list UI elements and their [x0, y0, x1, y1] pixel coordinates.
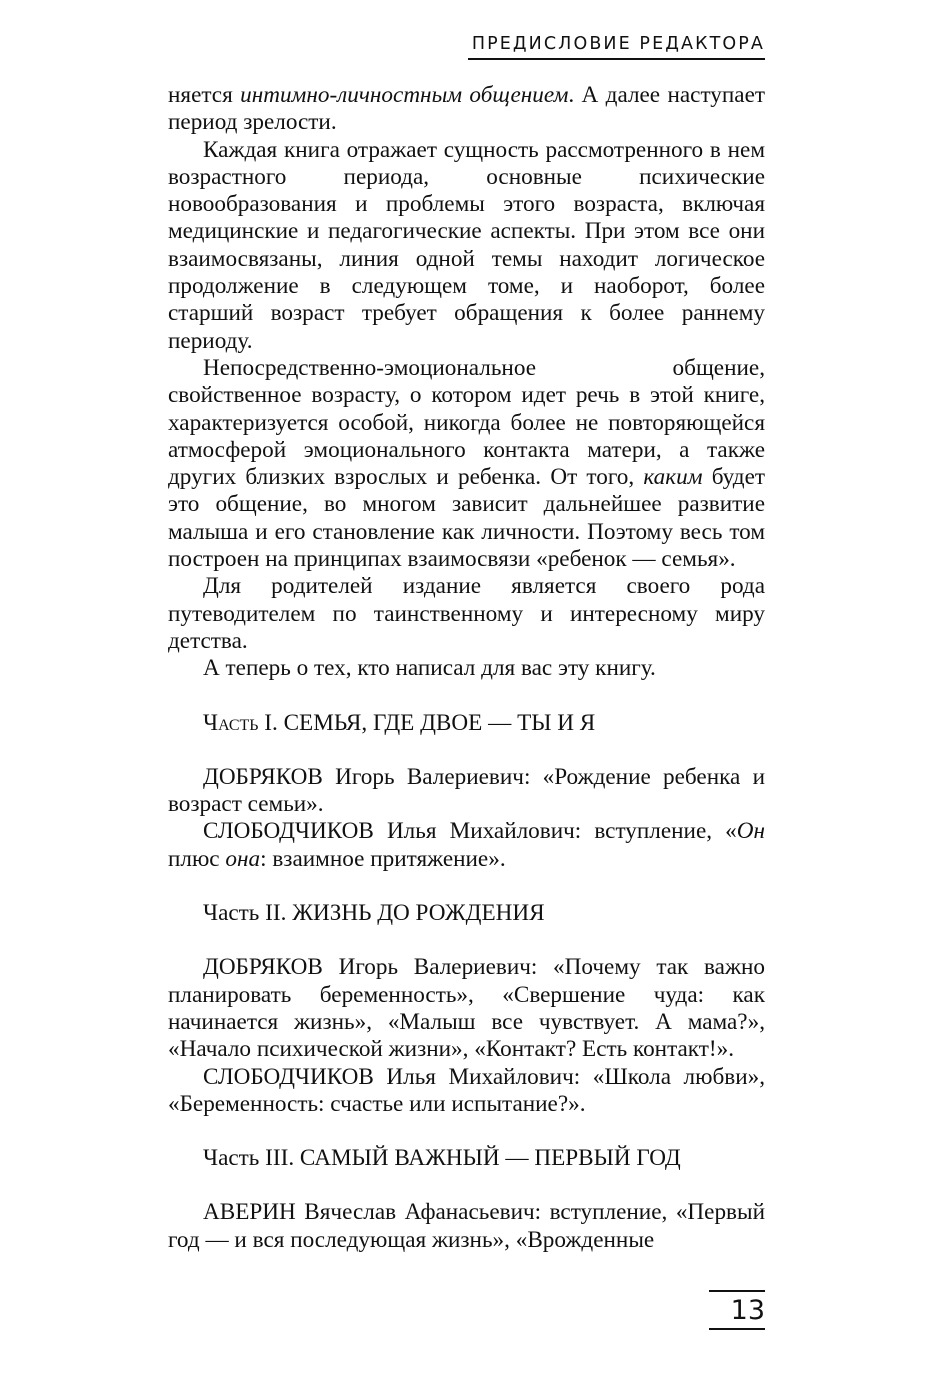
text-run: плюс — [168, 845, 226, 872]
page-number: 13 — [709, 1290, 765, 1330]
text-run: будет это общение, во многом зависит дальнейшее развитие малыша и его становление как личности. Поэтому весь том построен на принципах взаимосвязи «ребенок — семья». — [168, 464, 765, 573]
text-run: : взаимное притяжение». — [260, 845, 506, 872]
italic-emphasis: она — [225, 845, 261, 872]
section-heading-part-1 — [168, 710, 765, 737]
text-run: СЛОБОДЧИКОВ Илья Михайлович: вступление, « — [203, 818, 737, 845]
author-entry: ДОБРЯКОВ Игорь Валериевич: «Рождение ребенка и возраст семьи». — [168, 763, 765, 818]
italic-emphasis: каким — [643, 464, 703, 491]
body-text — [168, 82, 765, 1254]
author-entry: ДОБРЯКОВ Игорь Валериевич: «Почему так важно планировать беременность», «Свершение чуда: как начинается жизнь», «Малыш все чувствует. А мама?», «Начало психической жизни», «Контакт? Есть контакт!». — [168, 954, 765, 1063]
author-entry — [168, 818, 765, 873]
section-heading-part-2: Часть II. ЖИЗНЬ ДО РОЖДЕНИЯ — [203, 900, 545, 927]
section-label: Часть — [203, 709, 259, 736]
text-run: . А далее наступает период зрелости. — [168, 82, 766, 136]
text-run: няется — [168, 82, 241, 108]
paragraph-continuation — [168, 82, 765, 137]
paragraph: Для родителей издание является своего рода путеводителем по таинственному и интересному миру детства. — [168, 573, 765, 654]
section-heading-part-3: Часть III. САМЫЙ ВАЖНЫЙ — ПЕРВЫЙ ГОД — [203, 1145, 681, 1172]
running-head: ПРЕДИСЛОВИЕ РЕДАКТОРА — [468, 33, 765, 60]
author-entry: СЛОБОДЧИКОВ Илья Михайлович: «Школа любви», «Беременность: счастье или испытание?». — [168, 1063, 765, 1117]
author-entry: АВЕРИН Вячеслав Афанасьевич: вступление, «Первый год — и вся последующая жизнь», «Врожденные — [168, 1199, 765, 1253]
paragraph: А теперь о тех, кто написал для вас эту книгу. — [203, 655, 656, 682]
paragraph — [168, 355, 765, 573]
italic-emphasis: интимно-личностным общением — [240, 82, 569, 108]
paragraph: Каждая книга отражает сущность рассмотренного в нем возрастного периода, основные психические новообразования и проблемы этого возраста, включая медицинские и педагогические аспекты. При этом все они взаимосвязаны, линия одной темы находит логическое продолжение в следующем томе, и наоборот, более старший возраст требует обращения к более раннему периоду. — [168, 136, 765, 354]
italic-emphasis: Он — [736, 818, 765, 845]
section-title: I. СЕМЬЯ, ГДЕ ДВОЕ — ТЫ И Я — [258, 709, 596, 736]
text-run: Непосредственно-эмоциональное общение, свойственное возрасту, о котором идет речь в этой книге, характеризуется особой, никогда более не повторяющейся атмосферой эмоционального контакта матери, а также других близких взрослых и ребенка. От того, — [168, 354, 765, 491]
